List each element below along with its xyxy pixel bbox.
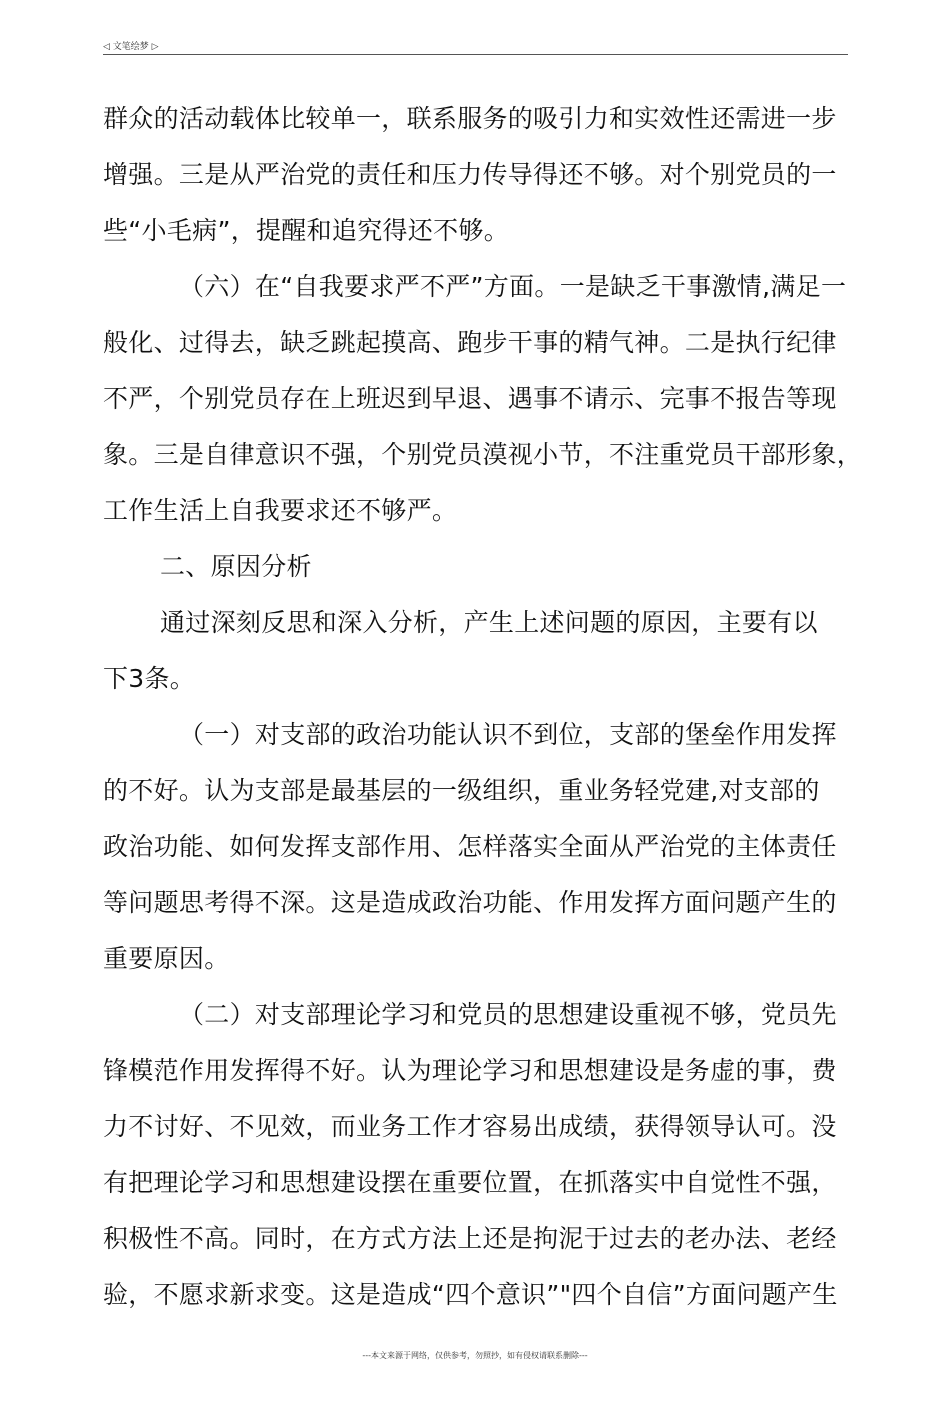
text-line: 积极性不高。同时，在方式方法上还是拘泥于过去的老办法、老经: [103, 1224, 837, 1253]
text-line: 增强。三是从严治党的责任和压力传导得还不够。对个别党员的一: [103, 160, 837, 189]
text-line: 工作生活上自我要求还不够严。: [103, 496, 458, 525]
text-line: 不严，个别党员存在上班迟到早退、遇事不请示、完事不报告等现: [103, 384, 837, 413]
document-body: [103, 91, 863, 1323]
text-line: （六）在“自我要求严不严”方面。一是缺乏干事激情,满足一: [179, 272, 847, 301]
text-line: 的不好。认为支部是最基层的一级组织，重业务轻党建,对支部的: [103, 776, 820, 805]
header-text: ◁ 文笔绘梦 ▷: [103, 42, 159, 52]
text-line: 下3条。: [103, 664, 196, 693]
text-line: （二）对支部理论学习和党员的思想建设重视不够，党员先: [179, 1000, 837, 1029]
text-line: 验，不愿求新求变。这是造成“四个意识”"四个自信”方面问题产生: [103, 1280, 838, 1309]
text-line: （一）对支部的政治功能认识不到位，支部的堡垒作用发挥: [179, 720, 837, 749]
text-line: 等问题思考得不深。这是造成政治功能、作用发挥方面问题产生的: [103, 888, 837, 917]
text-line: 象。三是自律意识不强，个别党员漠视小节，不注重党员干部形象，: [103, 440, 863, 469]
page-footer: ---本文来源于网络，仅供参考，勿照抄，如有侵权请联系删除---: [362, 1351, 588, 1360]
text-line: 重要原因。: [103, 944, 230, 973]
text-line: 锋模范作用发挥得不好。认为理论学习和思想建设是务虚的事，费: [103, 1056, 837, 1085]
page-header: [103, 38, 848, 55]
text-line: 政治功能、如何发挥支部作用、怎样落实全面从严治党的主体责任: [103, 832, 837, 861]
text-line: 般化、过得去，缺乏跳起摸高、跑步干事的精气神。二是执行纪律: [103, 328, 837, 357]
text-line: 通过深刻反思和深入分析，产生上述问题的原因，主要有以: [160, 608, 818, 637]
text-line: 力不讨好、不见效，而业务工作才容易出成绩，获得领导认可。没: [103, 1112, 837, 1141]
text-line: 二、原因分析: [160, 552, 312, 581]
text-line: 些“小毛病”，提醒和追究得还不够。: [103, 216, 510, 245]
text-line: 群众的活动载体比较单一，联系服务的吸引力和实效性还需进一步: [103, 104, 837, 133]
text-line: 有把理论学习和思想建设摆在重要位置，在抓落实中自觉性不强，: [103, 1168, 837, 1197]
